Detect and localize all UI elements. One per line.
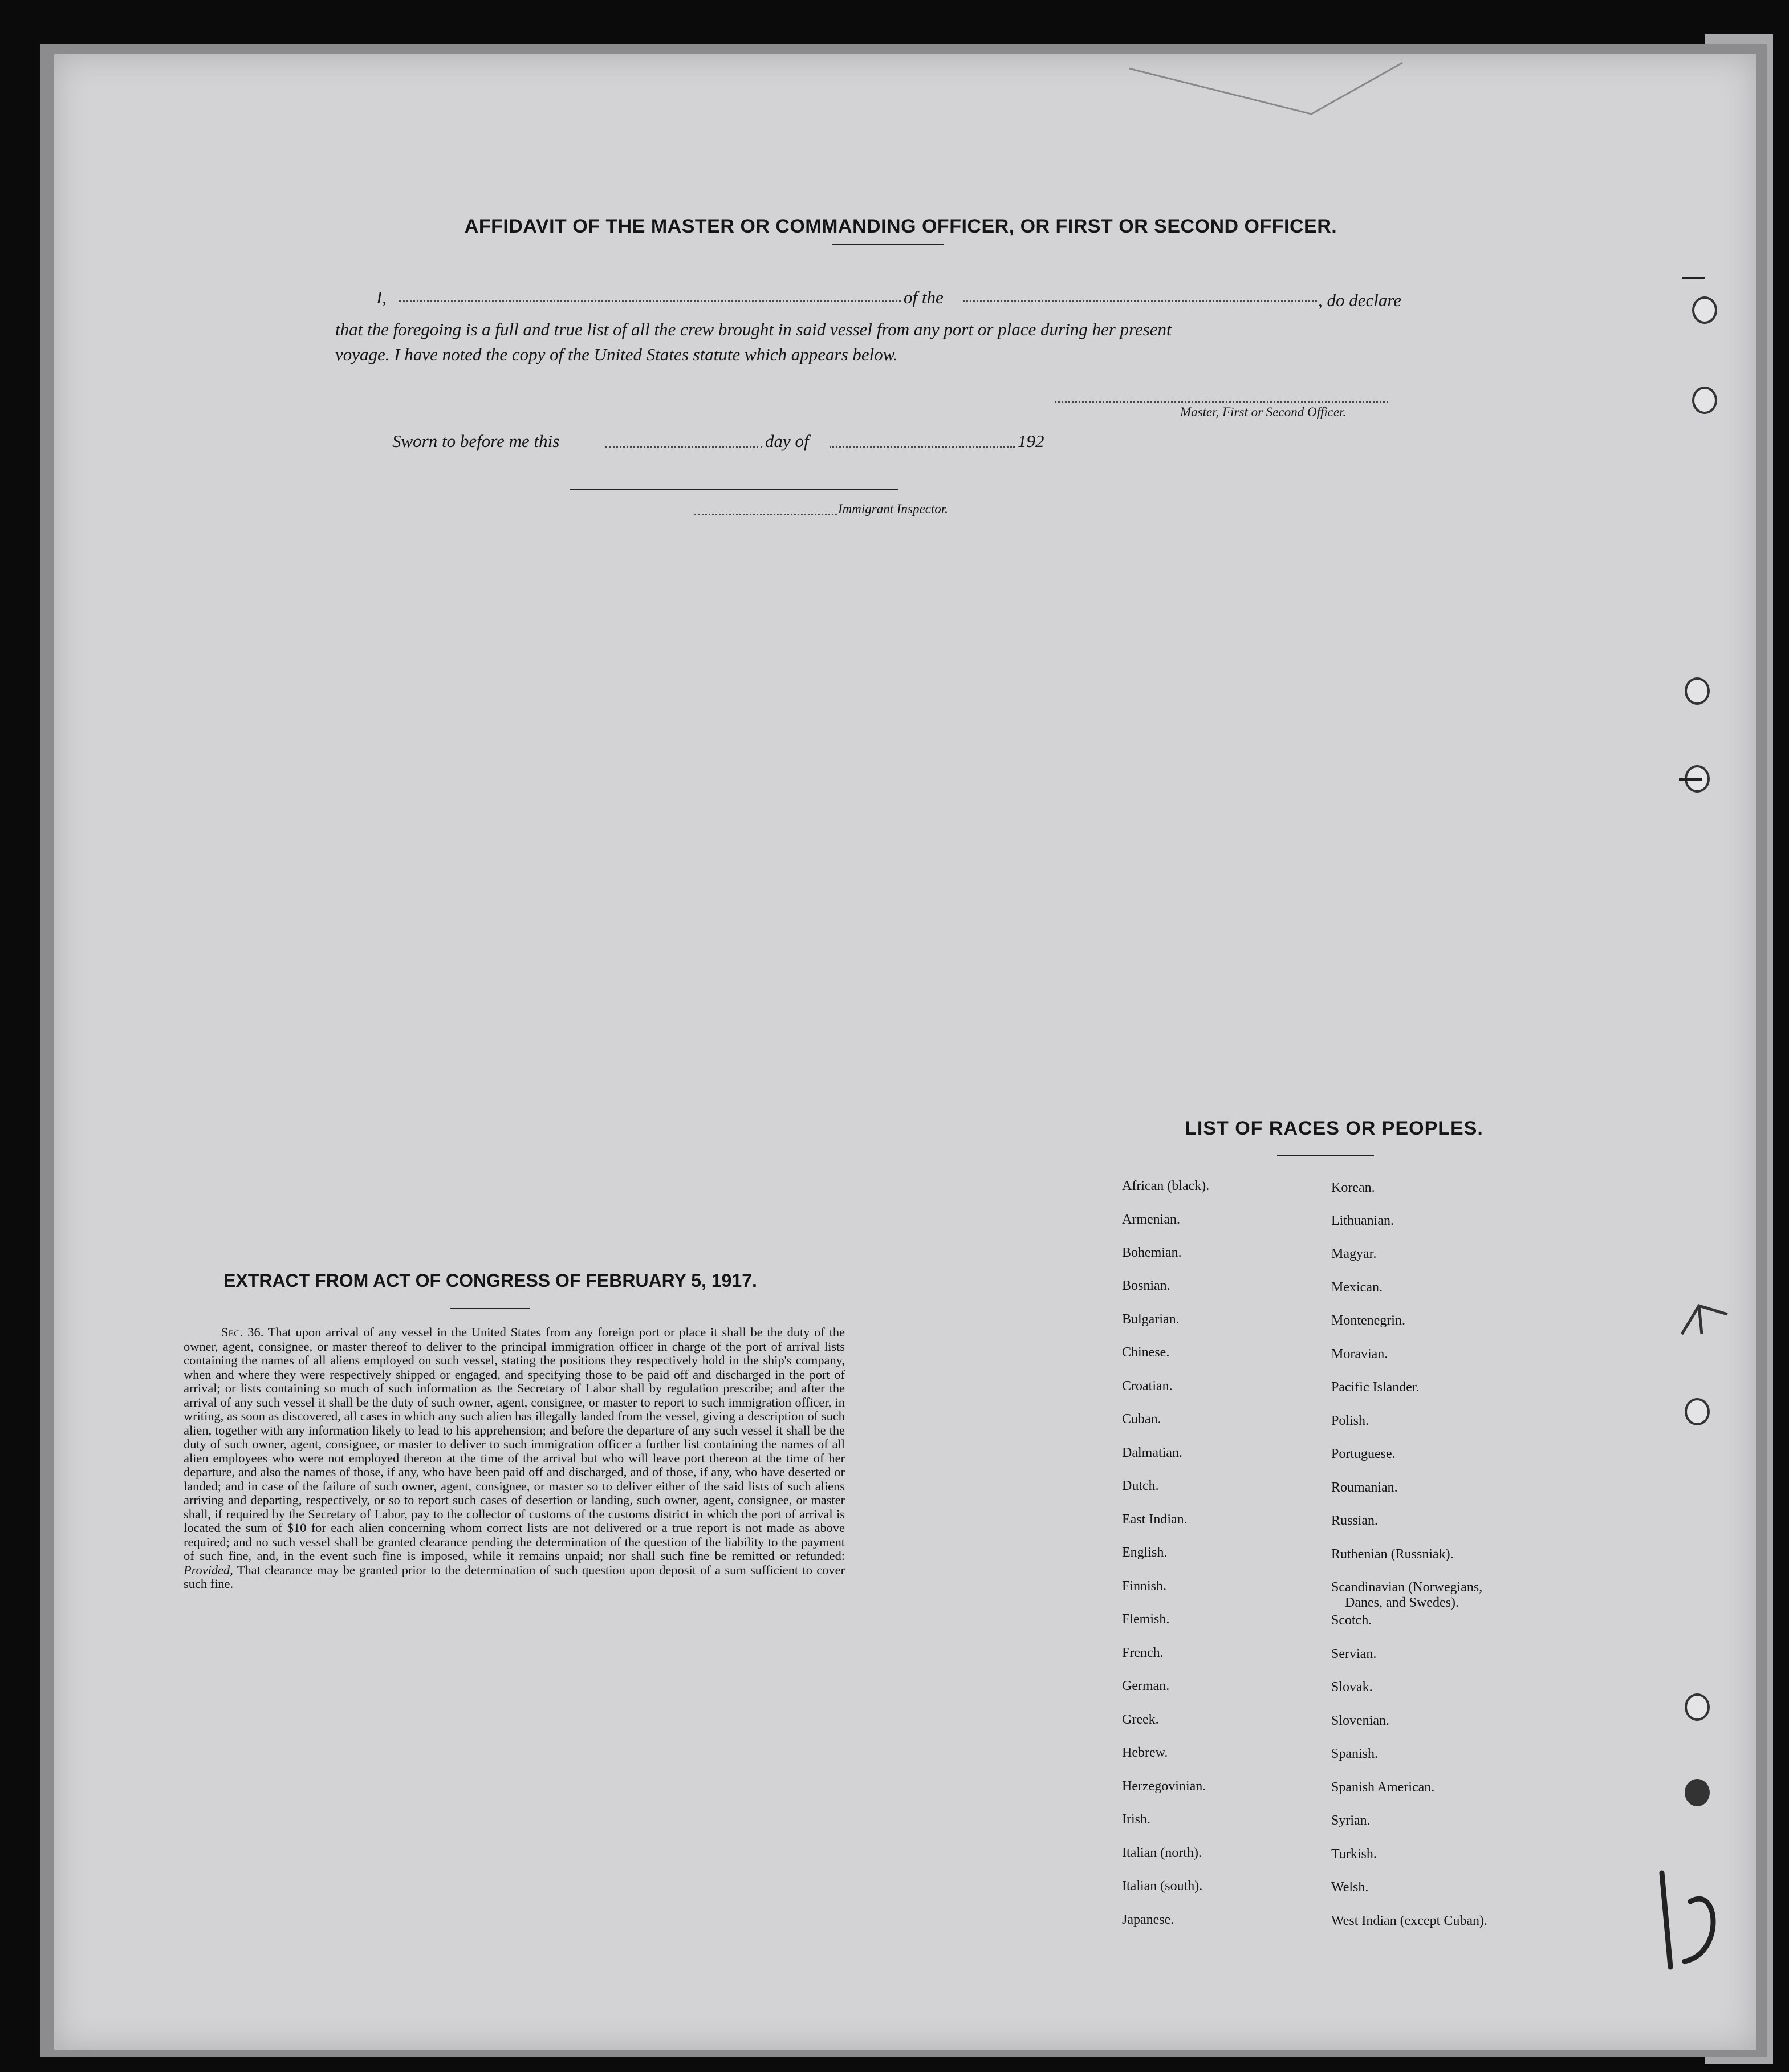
binder-hole bbox=[1692, 387, 1717, 414]
binder-hole bbox=[1685, 677, 1710, 705]
race-item: Montenegrin. bbox=[1331, 1313, 1405, 1328]
race-item: Herzegovinian. bbox=[1122, 1779, 1206, 1794]
margin-tick bbox=[1679, 778, 1702, 781]
section-body-1: That upon arrival of any vessel in the United States from any foreign port or place it shall be the duty of the owner, agent, consignee, or master thereof to deliver to the principal immigration officer in charge of the port of arrival lists containing the names of all aliens employed on such vessel, stating the positions they respectively hold in the ship's company, when and where they were respectively shipped or engaged, and specifying those to be paid off and discharged in the port of arrival; or lists containing so much of such information as the Secretary of Labor shall by regulation prescribe; and after the arrival of any such vessel it shall be the duty of such owner, agent, consignee, or master to report to such immigration officer, in writing, as soon as discovered, all cases in which any such alien has illegally landed from the vessel, giving a description of such alien, together with any information likely to lead to his apprehension; and before the departure of any such vessel it shall be the duty of such owner, agent, consignee, or master to deliver to such immigration officer a further list containing the names of all alien employees who were not employed thereon at the time of the arrival but who will leave port thereon at the time of her departure, and also the names of those, if any, who have been paid off and discharged, and of those, if any, who have deserted or landed; and in case of the failure of such owner, agent, consignee, or master so to deliver either of the said lists of such aliens arriving and departing, respectively, or so to report such cases of desertion or landing, such owner, agent, consignee, or master shall, if required by the Secretary of Labor, pay to the collector of customs of the customs district in which the port of arrival is located the sum of $10 for each alien concerning whom correct lists are not delivered or a true report is not made as above required; and no such vessel shall be granted clearance pending the determination of the question of the liability to the payment of such fine, and, in the event such fine is imposed, while it remains unpaid; nor shall such fine be remitted or refunded: bbox=[184, 1325, 845, 1563]
race-item: Irish. bbox=[1122, 1812, 1150, 1827]
inspector-caption: Immigrant Inspector. bbox=[838, 502, 948, 516]
race-item: Russian. bbox=[1331, 1513, 1379, 1528]
race-item: Roumanian. bbox=[1331, 1480, 1398, 1495]
race-item: English. bbox=[1122, 1545, 1168, 1560]
sworn-month-blank bbox=[830, 446, 1015, 448]
race-item: Italian (south). bbox=[1122, 1879, 1203, 1894]
section-body-2: That clearance may be granted prior to the determination of such question upon deposit of a sum sufficient to cover such fine. bbox=[184, 1562, 845, 1591]
binder-hole bbox=[1685, 1693, 1710, 1721]
race-item: Chinese. bbox=[1122, 1345, 1170, 1360]
fold-crease bbox=[1129, 57, 1414, 125]
margin-tick bbox=[1682, 277, 1705, 279]
sworn-text: Sworn to before me this bbox=[392, 431, 560, 451]
declaration-of-the: of the bbox=[904, 287, 944, 307]
declaration-declare: , do declare bbox=[1318, 290, 1402, 310]
inspector-signature-line bbox=[570, 489, 898, 490]
race-item: Slovak. bbox=[1331, 1680, 1373, 1695]
race-item: Syrian. bbox=[1331, 1813, 1371, 1828]
race-item: French. bbox=[1122, 1646, 1164, 1660]
section-label: Sec. 36. bbox=[221, 1325, 264, 1339]
name-blank bbox=[399, 300, 901, 302]
race-item: Finnish. bbox=[1122, 1579, 1167, 1594]
race-item: Mexican. bbox=[1331, 1280, 1383, 1295]
race-item: Cuban. bbox=[1122, 1412, 1161, 1427]
race-item: Servian. bbox=[1331, 1647, 1377, 1661]
affidavit-title: AFFIDAVIT OF THE MASTER OR COMMANDING OFFICER, OR FIRST OR SECOND OFFICER. bbox=[464, 216, 1337, 237]
provided-word: Provided, bbox=[184, 1562, 233, 1577]
declaration-line-3: voyage. I have noted the copy of the United States statute which appears below. bbox=[335, 344, 898, 364]
race-item: Slovenian. bbox=[1331, 1713, 1389, 1728]
race-item: Welsh. bbox=[1331, 1880, 1369, 1895]
inspector-blank bbox=[694, 514, 837, 515]
race-item: Turkish. bbox=[1331, 1847, 1377, 1862]
race-item: Dutch. bbox=[1122, 1478, 1159, 1493]
races-title: LIST OF RACES OR PEOPLES. bbox=[1185, 1118, 1483, 1139]
day-of-text: day of bbox=[765, 431, 809, 451]
race-item: Hebrew. bbox=[1122, 1745, 1168, 1760]
race-item: Japanese. bbox=[1122, 1912, 1174, 1927]
race-item: Spanish. bbox=[1331, 1746, 1379, 1761]
race-item: Armenian. bbox=[1122, 1212, 1180, 1227]
binder-hole bbox=[1692, 296, 1717, 324]
race-item: Magyar. bbox=[1331, 1246, 1377, 1261]
race-item: Greek. bbox=[1122, 1712, 1159, 1727]
race-item: Moravian. bbox=[1331, 1347, 1388, 1362]
race-item: Lithuanian. bbox=[1331, 1213, 1394, 1228]
race-item: Croatian. bbox=[1122, 1379, 1173, 1393]
race-item: Portuguese. bbox=[1331, 1447, 1396, 1461]
race-item: Scotch. bbox=[1331, 1613, 1372, 1628]
torn-corner-mark bbox=[1676, 1300, 1733, 1340]
handwritten-mark bbox=[1650, 1862, 1730, 1976]
declaration-i: I, bbox=[376, 287, 387, 307]
race-item: East Indian. bbox=[1122, 1512, 1188, 1527]
races-title-underline bbox=[1277, 1155, 1374, 1156]
race-item: Bosnian. bbox=[1122, 1278, 1170, 1293]
binder-hole bbox=[1685, 1398, 1710, 1425]
race-item: German. bbox=[1122, 1679, 1170, 1693]
race-item: Korean. bbox=[1331, 1180, 1375, 1195]
section-36-text bbox=[184, 1326, 845, 1591]
race-item: West Indian (except Cuban). bbox=[1331, 1913, 1487, 1928]
race-item: Spanish American. bbox=[1331, 1780, 1435, 1795]
race-item: Scandinavian (Norwegians, Danes, and Swedes). bbox=[1331, 1580, 1483, 1610]
race-item: Polish. bbox=[1331, 1413, 1369, 1428]
race-item: Flemish. bbox=[1122, 1612, 1170, 1627]
extract-title: EXTRACT FROM ACT OF CONGRESS OF FEBRUARY 5, 1917. bbox=[223, 1270, 757, 1291]
document-page bbox=[54, 54, 1756, 2050]
race-item: Italian (north). bbox=[1122, 1846, 1202, 1860]
declaration-line-2: that the foregoing is a full and true list of all the crew brought in said vessel from any port or place during her present bbox=[335, 319, 1172, 339]
title-underline bbox=[832, 244, 944, 245]
master-signature-blank bbox=[1055, 401, 1388, 403]
race-item: Bohemian. bbox=[1122, 1245, 1182, 1260]
race-item: Dalmatian. bbox=[1122, 1445, 1182, 1460]
extract-title-underline bbox=[450, 1308, 530, 1309]
vessel-blank bbox=[963, 300, 1317, 302]
race-item: Bulgarian. bbox=[1122, 1312, 1180, 1327]
binder-hole bbox=[1685, 1779, 1710, 1806]
year-prefix: 192 bbox=[1018, 431, 1044, 451]
sworn-day-blank bbox=[605, 446, 762, 448]
race-item: African (black). bbox=[1122, 1179, 1210, 1193]
race-item: Ruthenian (Russniak). bbox=[1331, 1547, 1454, 1562]
race-item: Pacific Islander. bbox=[1331, 1380, 1420, 1395]
master-caption: Master, First or Second Officer. bbox=[1180, 405, 1347, 419]
